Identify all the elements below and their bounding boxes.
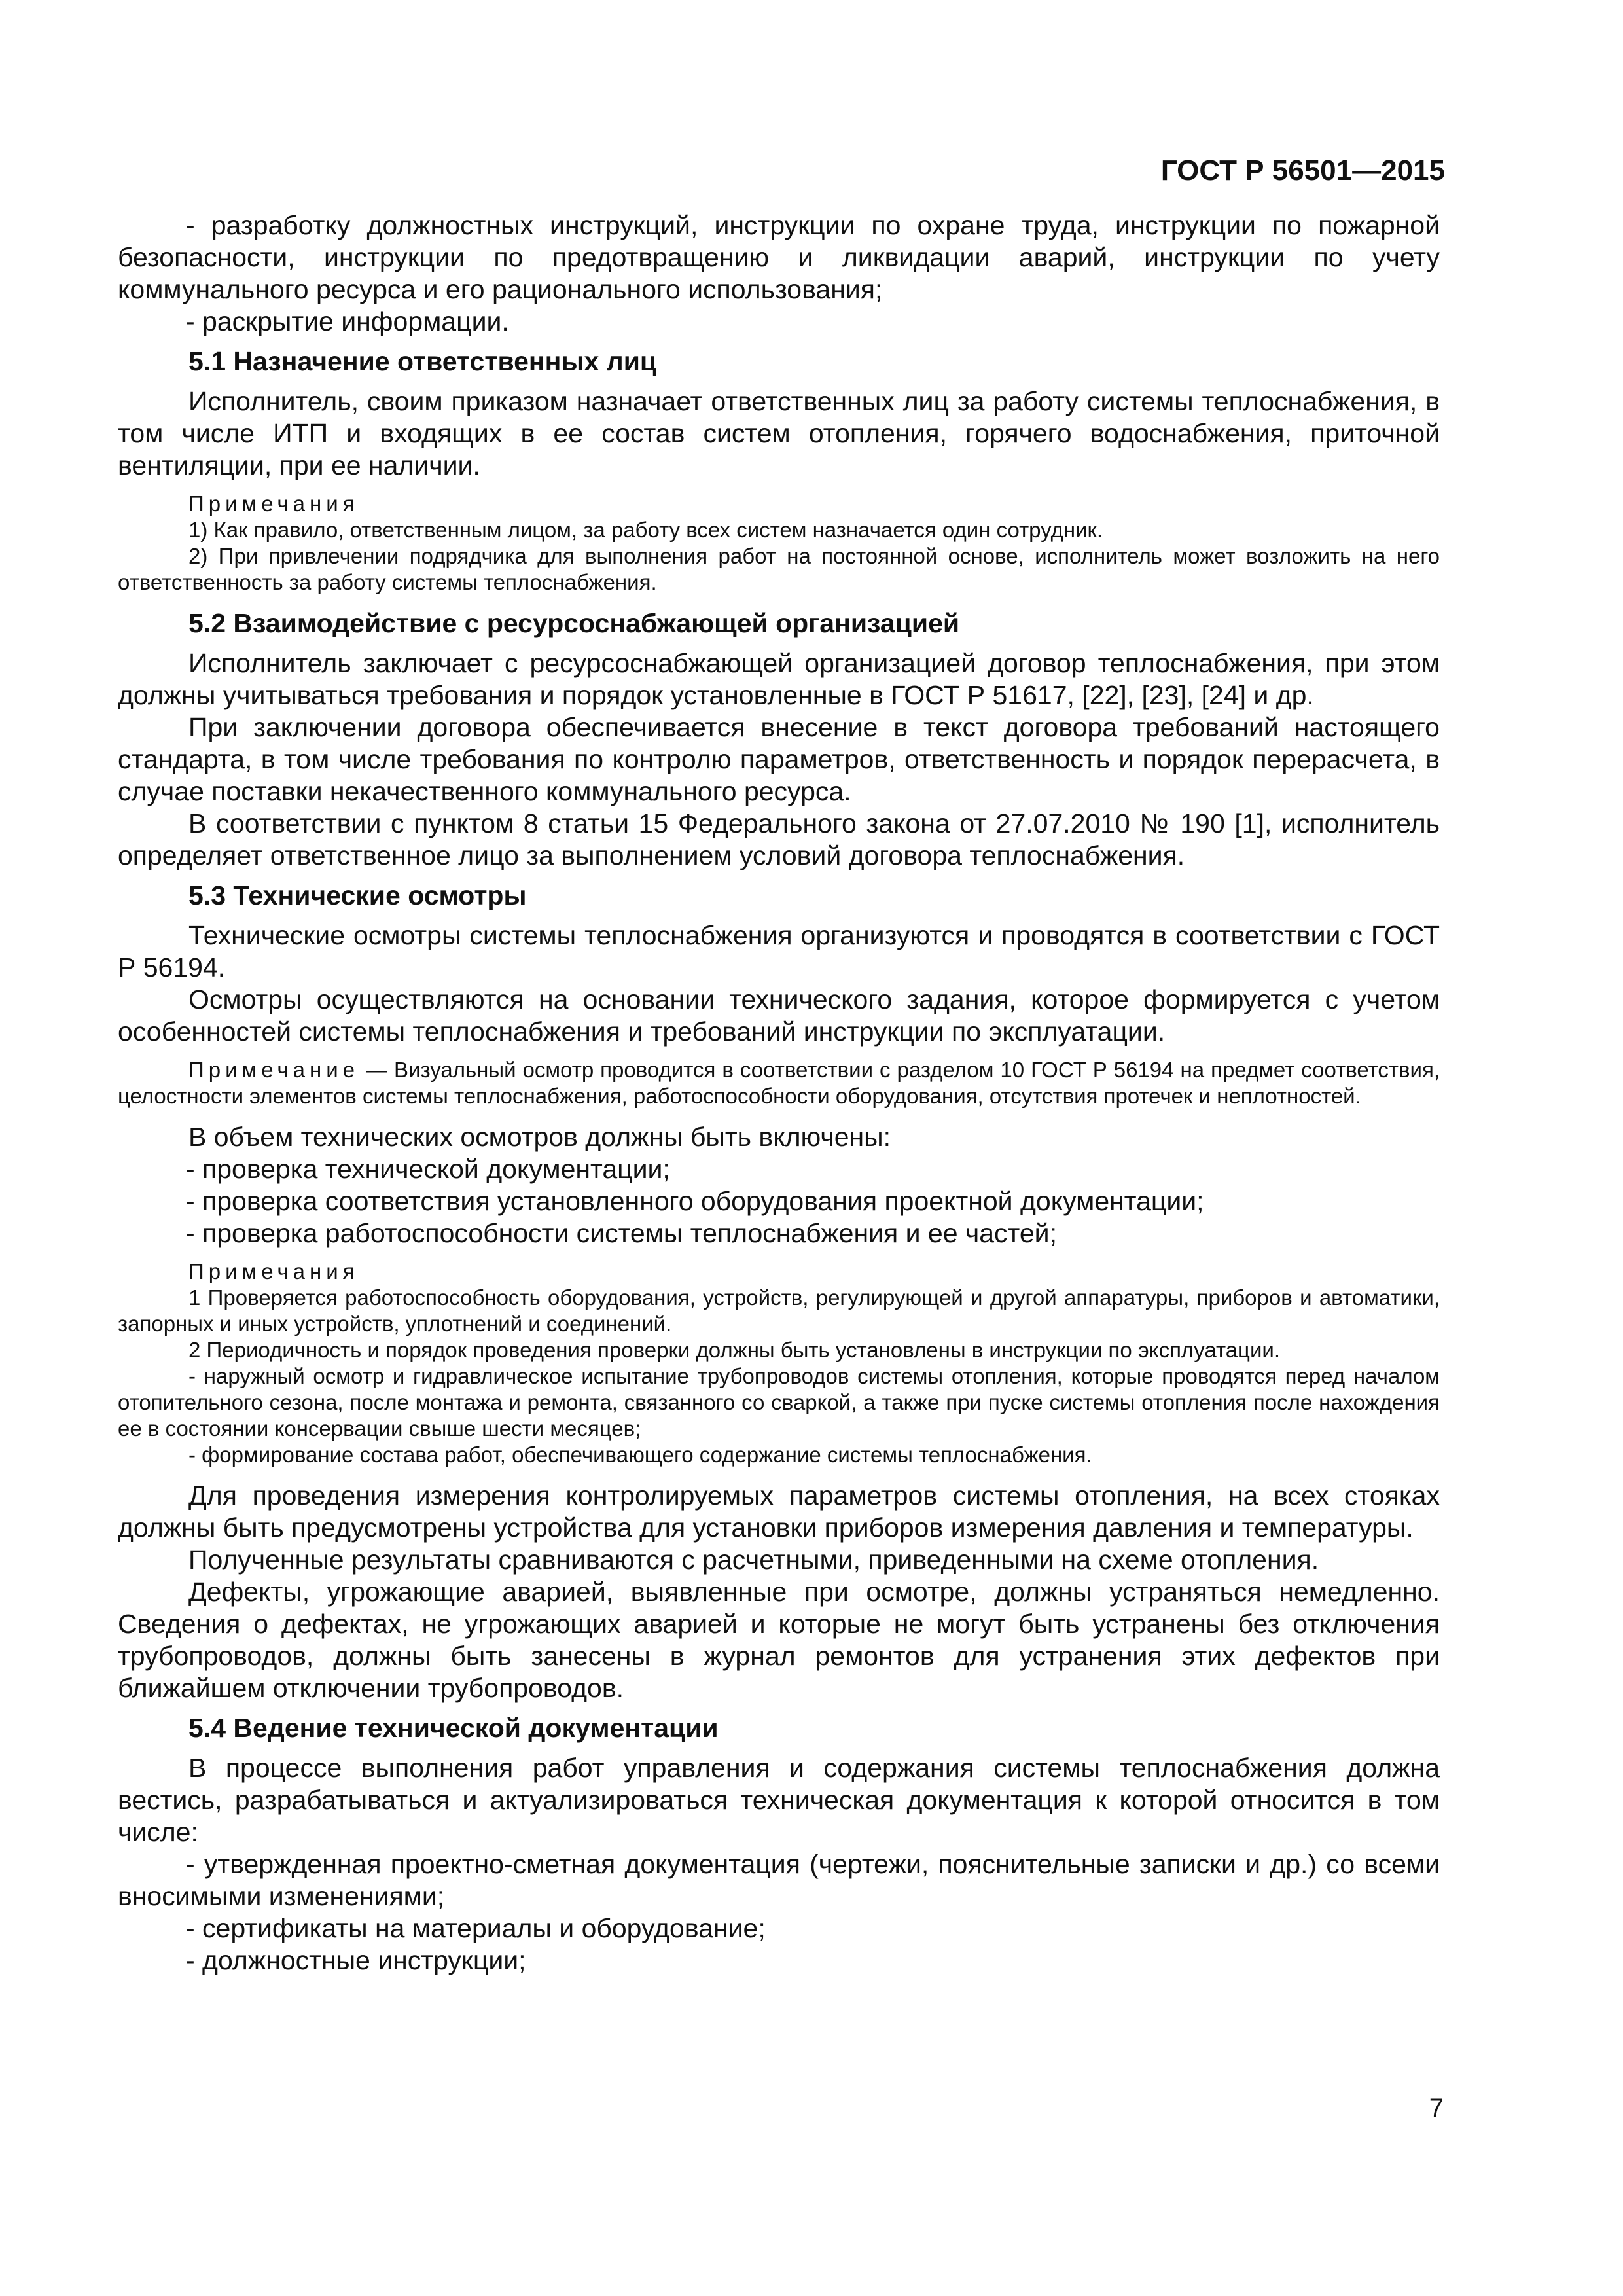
list-item: - проверка соответствия установленного оборудования проектной документации; — [186, 1186, 1204, 1216]
paragraph: При заключении договора обеспечивается внесение в текст договора требований настоящего стандарта, в том числе требования по контролю параметров, ответственность и порядок перерасчета, в случае поставки некачественного коммунального ресурса. — [118, 712, 1440, 806]
list-item: - раскрытие информации. — [186, 306, 509, 336]
note — [118, 1057, 1440, 1109]
list-item: - проверка работоспособности системы теплоснабжения и ее частей; — [186, 1218, 1057, 1248]
section-heading-5-1: 5.1 Назначение ответственных лиц — [188, 346, 657, 376]
section-heading-5-4: 5.4 Ведение технической документации — [188, 1713, 719, 1743]
note-text: — Визуальный осмотр проводится в соответствии с разделом 10 ГОСТ Р 56194 на предмет соответствия, целостности элементов системы теплоснабжения, работоспособности оборудования, отсутствия протечек и неплотностей. — [118, 1058, 1440, 1108]
paragraph: Полученные результаты сравниваются с расчетными, приведенными на схеме отопления. — [188, 1545, 1319, 1575]
note-item: 2 Периодичность и порядок проведения проверки должны быть установлены в инструкции по эксплуатации. — [188, 1338, 1280, 1362]
note-item: 2) При привлечении подрядчика для выполнения работ на постоянной основе, исполнитель может возложить на него ответственность за работу системы теплоснабжения. — [118, 544, 1440, 594]
note-item: 1 Проверяется работоспособность оборудования, устройств, регулирующей и другой аппаратуры, приборов и автоматики, запорных и иных устройств, уплотнений и соединений. — [118, 1285, 1440, 1336]
paragraph: В соответствии с пунктом 8 статьи 15 Федерального закона от 27.07.2010 № 190 [1], исполнитель определяет ответственное лицо за выполнением условий договора теплоснабжения. — [118, 808, 1440, 870]
note-item: - наружный осмотр и гидравлическое испытание трубопроводов системы отопления, которые проводятся перед началом отопительного сезона, после монтажа и ремонта, связанного со сваркой, а также при пуске системы отопления после нахождения ее в состоянии консервации свыше шести месяцев; — [118, 1364, 1440, 1441]
paragraph: Исполнитель, своим приказом назначает ответственных лиц за работу системы теплоснабжения, в том числе ИТП и входящих в ее состав систем отопления, горячего водоснабжения, приточной вентиляции, при ее наличии. — [118, 386, 1440, 480]
document-body — [118, 209, 1440, 1977]
list-item: - сертификаты на материалы и оборудование; — [186, 1913, 766, 1943]
paragraph: Дефекты, угрожающие аварией, выявленные при осмотре, должны устраняться немедленно. Сведения о дефектах, не угрожающих аварией и которые не могут быть устранены без отключения трубопроводов, должны быть занесены в журнал ремонтов для устранения этих дефектов при ближайшем отключении трубопроводов. — [118, 1577, 1440, 1703]
list-item: - утвержденная проектно-сметная документация (чертежи, пояснительные записки и др.) со всеми вносимыми изменениями; — [118, 1849, 1440, 1911]
notes-block — [118, 1259, 1440, 1468]
list-item: - должностные инструкции; — [186, 1945, 526, 1975]
paragraph: Осмотры осуществляются на основании технического задания, которое формируется с учетом особенностей системы теплоснабжения и требований инструкции по эксплуатации. — [118, 984, 1440, 1047]
paragraph: Технические осмотры системы теплоснабжения организуются и проводятся в соответствии с ГОСТ Р 56194. — [118, 920, 1440, 982]
page-number: 7 — [1429, 2094, 1444, 2123]
note-label: Примечание — [188, 1058, 360, 1082]
paragraph: Для проведения измерения контролируемых параметров системы отопления, на всех стояках должны быть предусмотрены устройства для установки приборов измерения давления и температуры. — [118, 1480, 1440, 1543]
note-block — [118, 1057, 1440, 1109]
notes-block — [118, 491, 1440, 596]
list-item: - разработку должностных инструкций, инструкции по охране труда, инструкции по пожарной безопасности, инструкции по предотвращению и ликвидации аварий, инструкции по учету коммунального ресурса и его рационального использования; — [118, 210, 1440, 304]
note-item: - формирование состава работ, обеспечивающего содержание системы теплоснабжения. — [188, 1443, 1092, 1467]
list-item: - проверка технической документации; — [186, 1154, 670, 1184]
notes-label: Примечания — [188, 492, 359, 516]
note-item: 1) Как правило, ответственным лицом, за работу всех систем назначается один сотрудник. — [188, 518, 1103, 542]
paragraph: Исполнитель заключает с ресурсоснабжающей организацией договор теплоснабжения, при этом должны учитываться требования и порядок установленные в ГОСТ Р 51617, [22], [23], [24] и др. — [118, 648, 1440, 710]
section-heading-5-2: 5.2 Взаимодействие с ресурсоснабжающей организацией — [188, 608, 960, 638]
section-heading-5-3: 5.3 Технические осмотры — [188, 880, 527, 910]
paragraph: В объем технических осмотров должны быть включены: — [188, 1122, 891, 1152]
paragraph: В процессе выполнения работ управления и содержания системы теплоснабжения должна вестись, разрабатываться и актуализироваться техническая документация к которой относится в том числе: — [118, 1753, 1440, 1847]
document-header: ГОСТ Р 56501—2015 — [1160, 154, 1445, 187]
notes-label: Примечания — [188, 1259, 359, 1283]
